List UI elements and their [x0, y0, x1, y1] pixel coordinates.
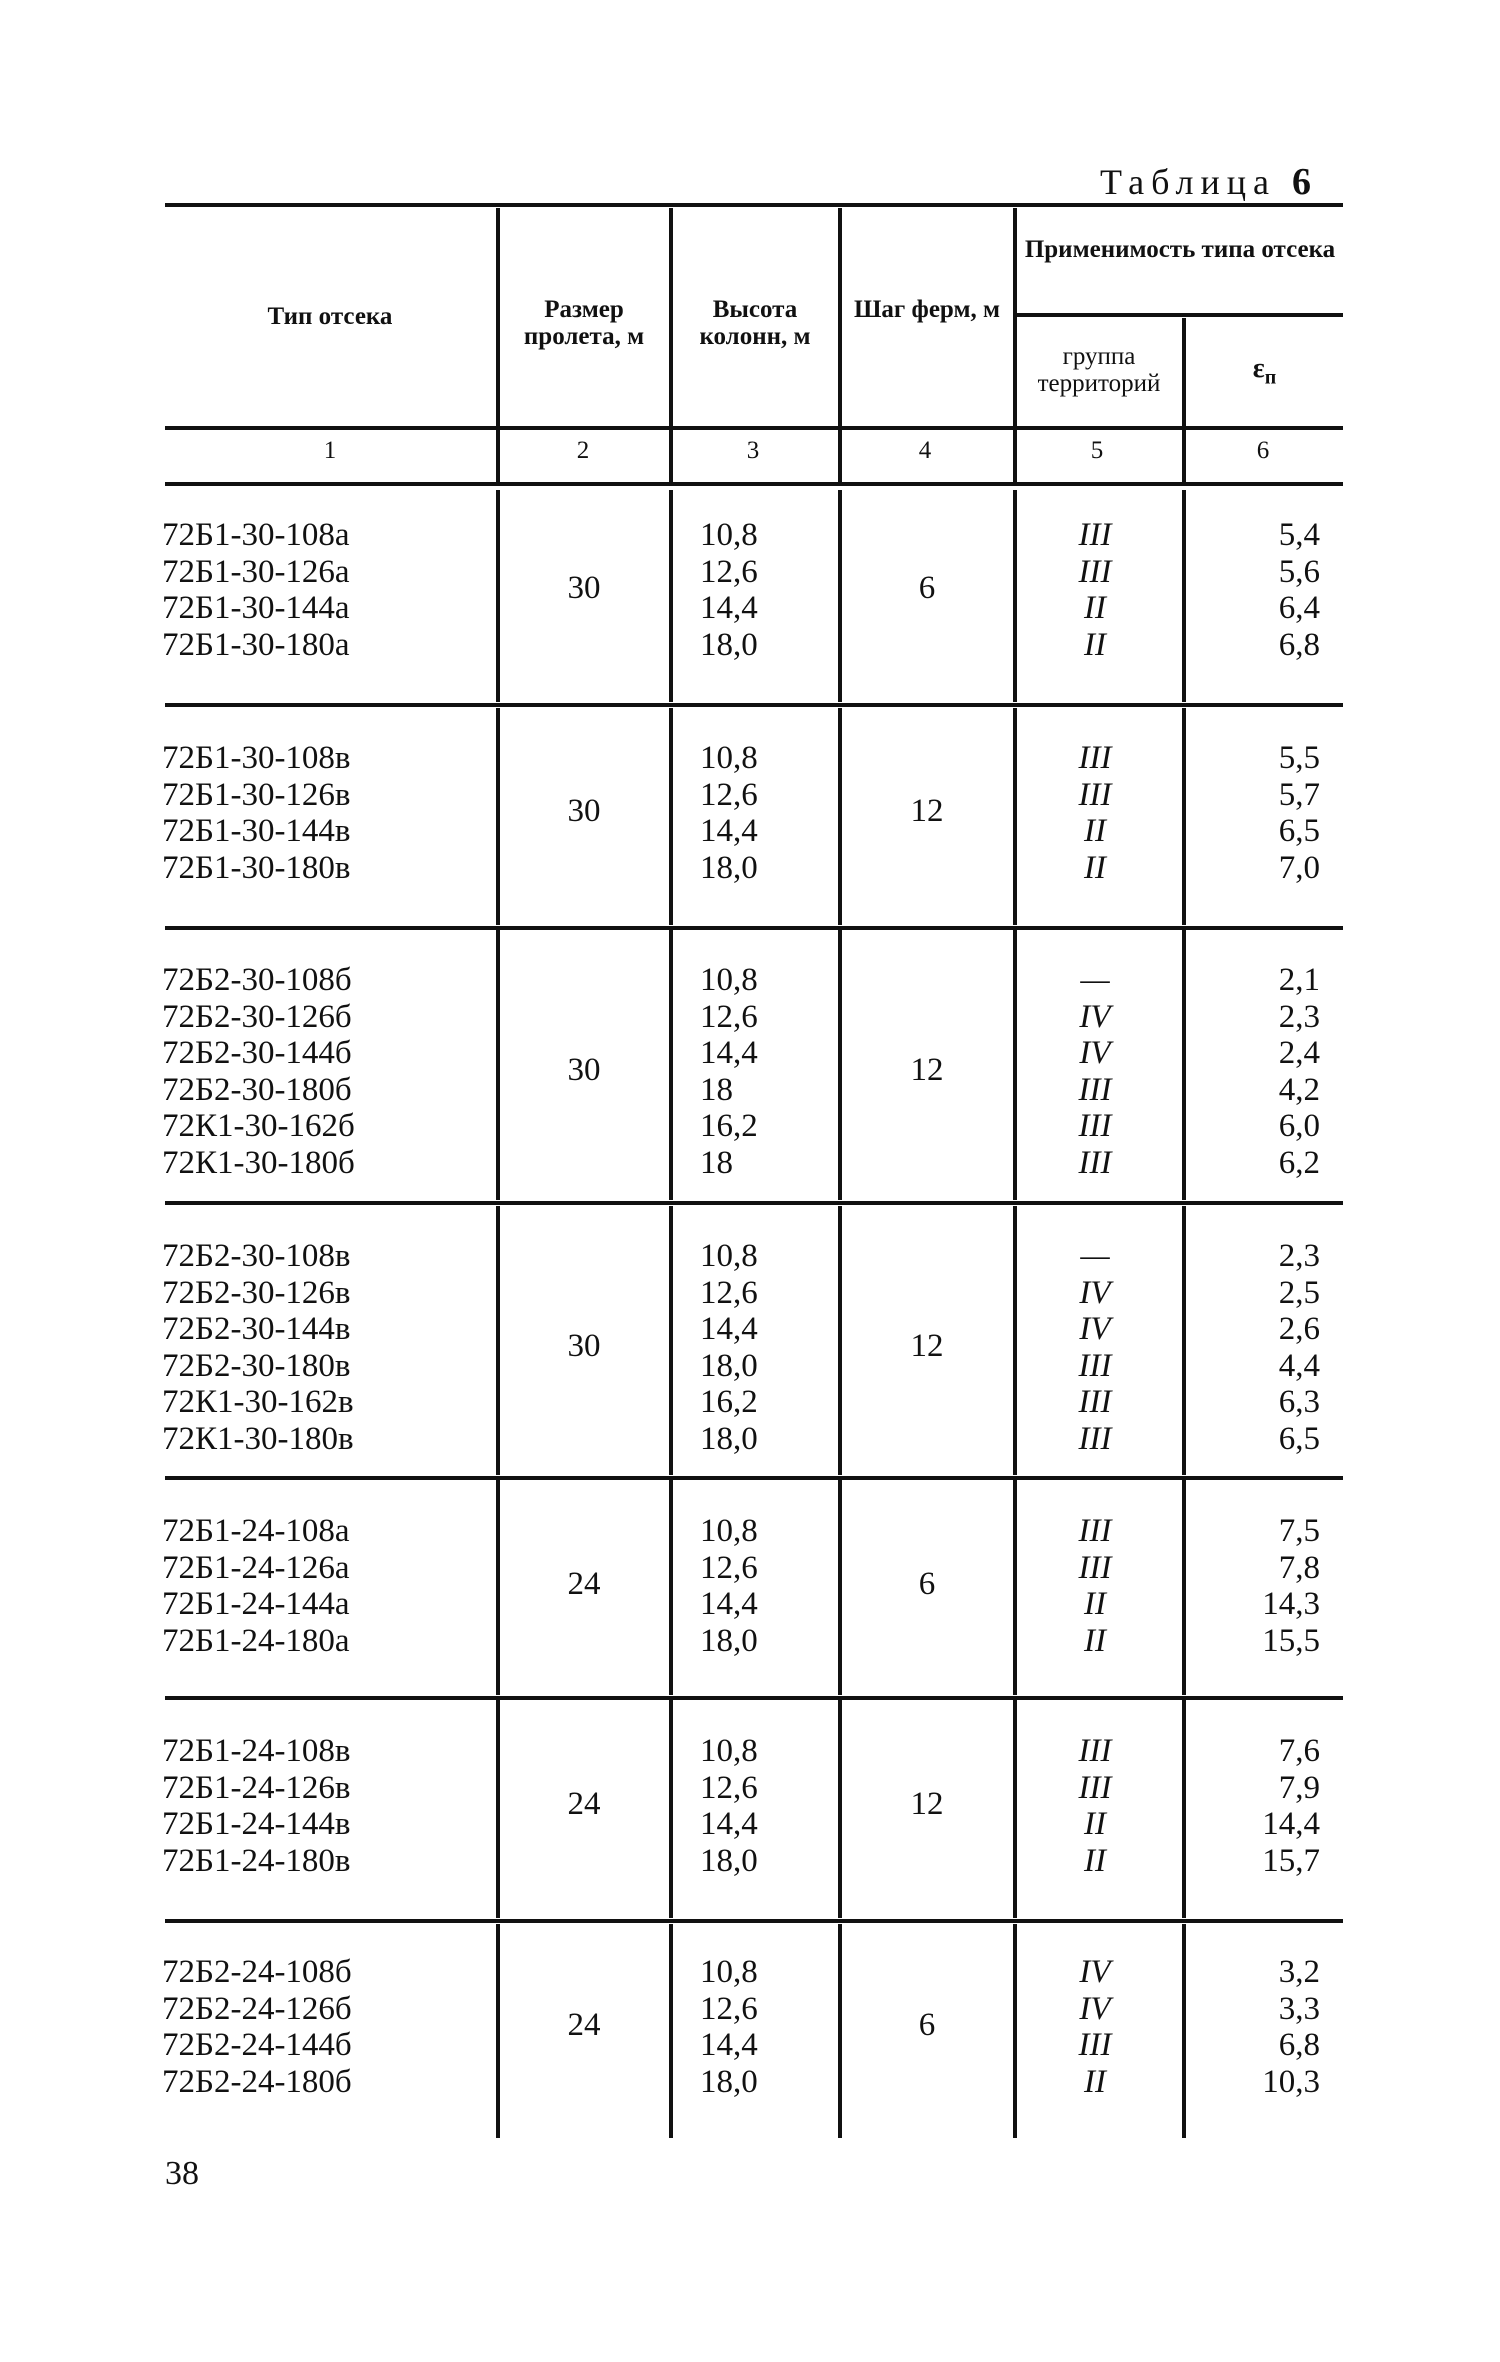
cell-type: 72Б2-30-180б [162, 1071, 352, 1108]
cell-step: 12 [910, 1786, 944, 1822]
col-number-divider [496, 430, 500, 482]
cell-type: 72Б1-30-108а [162, 517, 350, 553]
cell-span: 30 [567, 793, 601, 829]
cell-group-column [1040, 962, 1150, 1181]
col-number-divider [669, 430, 673, 482]
cell-height-column [700, 962, 820, 1181]
cell-eps: 2,4 [1278, 1035, 1320, 1071]
cell-height: 10,8 [700, 740, 758, 776]
cell-eps-column [1200, 740, 1320, 886]
cell-group: — [1080, 962, 1110, 998]
cell-eps-column [1200, 1513, 1320, 1659]
cell-type: 72Б1-24-180в [162, 1842, 351, 1879]
cell-eps: 2,5 [1278, 1274, 1320, 1311]
cell-eps-column [1200, 1238, 1320, 1457]
cell-group-column [1040, 1238, 1150, 1457]
cell-type: 72Б1-24-180а [162, 1622, 350, 1659]
col-number-divider [1182, 430, 1186, 482]
cell-type-column [162, 517, 402, 663]
column-number: 5 [1090, 437, 1104, 464]
cell-step: 6 [918, 570, 936, 606]
cell-group: II [1084, 1806, 1106, 1842]
cell-height: 18,0 [700, 1420, 758, 1457]
cell-group: III [1078, 1733, 1112, 1769]
cell-eps: 15,5 [1262, 1622, 1320, 1659]
cell-height: 12,6 [700, 1549, 758, 1586]
cell-type: 72Б1-24-108в [162, 1733, 351, 1769]
column-divider [669, 1206, 673, 1475]
cell-height: 14,4 [700, 1586, 758, 1622]
cell-group: IV [1079, 1954, 1111, 1990]
cell-span: 30 [567, 570, 601, 606]
cell-eps: 5,6 [1278, 553, 1320, 590]
cell-eps: 2,6 [1278, 1311, 1320, 1347]
column-number: 6 [1256, 437, 1270, 464]
col-number-divider [838, 430, 842, 482]
cell-eps: 6,4 [1278, 590, 1320, 626]
cell-group: IV [1079, 1274, 1111, 1311]
cell-height: 12,6 [700, 1274, 758, 1311]
cell-eps: 14,4 [1262, 1806, 1320, 1842]
header-group: группа территорий [1037, 343, 1161, 397]
cell-span: 24 [567, 1786, 601, 1822]
cell-group: III [1078, 553, 1112, 590]
cell-span: 30 [567, 1327, 601, 1364]
cell-eps: 7,8 [1278, 1549, 1320, 1586]
column-divider [669, 708, 673, 925]
cell-height: 16,2 [700, 1384, 758, 1420]
cell-type: 72Б1-24-144в [162, 1806, 351, 1842]
cell-group: III [1078, 1144, 1112, 1181]
cell-group: IV [1079, 1311, 1111, 1347]
cell-height: 14,4 [700, 813, 758, 849]
cell-type: 72Б2-24-180б [162, 2063, 352, 2100]
cell-type-column [162, 740, 402, 886]
header-span: Размер пролета, м [523, 296, 645, 350]
cell-height: 10,8 [700, 1954, 758, 1990]
col-number-divider [1013, 430, 1017, 482]
cell-group: III [1078, 740, 1112, 776]
column-divider [1013, 490, 1017, 702]
cell-type: 72К1-30-180в [162, 1420, 354, 1457]
cell-group: III [1078, 1549, 1112, 1586]
cell-type-column [162, 962, 402, 1181]
cell-type: 72Б1-30-144в [162, 813, 351, 849]
cell-eps: 5,4 [1278, 517, 1320, 553]
table-title-number: 6 [1291, 161, 1311, 203]
cell-type: 72Б2-30-108в [162, 1238, 351, 1274]
cell-step: 6 [918, 1566, 936, 1602]
column-number: 4 [918, 437, 932, 464]
cell-group: III [1078, 1384, 1112, 1420]
cell-type: 72Б2-24-108б [162, 1954, 352, 1990]
cell-type: 72Б2-30-180в [162, 1347, 351, 1384]
cell-type: 72К1-30-180б [162, 1144, 355, 1181]
cell-eps: 6,8 [1278, 2027, 1320, 2063]
group-separator [165, 1919, 1343, 1923]
header-eps-subscript: п [1264, 366, 1277, 389]
header-top-rule [165, 203, 1343, 207]
cell-eps: 7,5 [1278, 1513, 1320, 1549]
column-divider [669, 1480, 673, 1695]
cell-height-column [700, 1513, 820, 1659]
column-divider [1182, 1924, 1186, 2138]
cell-eps: 3,2 [1278, 1954, 1320, 1990]
cell-eps: 7,6 [1278, 1733, 1320, 1769]
cell-height: 10,8 [700, 1513, 758, 1549]
column-divider [669, 930, 673, 1200]
cell-eps: 15,7 [1262, 1842, 1320, 1879]
cell-height-column [700, 740, 820, 886]
column-divider [1013, 930, 1017, 1200]
cell-eps: 6,0 [1278, 1108, 1320, 1144]
cell-group: — [1080, 1238, 1110, 1274]
column-divider [1182, 490, 1186, 702]
cell-height: 12,6 [700, 553, 758, 590]
cell-eps: 2,3 [1278, 998, 1320, 1035]
header-eps [1186, 355, 1343, 392]
column-divider [1013, 1924, 1017, 2138]
cell-height: 12,6 [700, 776, 758, 813]
page-number: 38 [165, 2155, 199, 2192]
cell-step: 6 [918, 2007, 936, 2043]
header-applicability: Применимость типа отсека [1024, 236, 1336, 263]
cell-group: III [1078, 517, 1112, 553]
column-divider [1182, 1480, 1186, 1695]
cell-group: II [1084, 1586, 1106, 1622]
cell-type-column [162, 1954, 402, 2100]
column-divider [669, 1924, 673, 2138]
cell-height: 14,4 [700, 1035, 758, 1071]
cell-group: III [1078, 1769, 1112, 1806]
cell-height: 18,0 [700, 1347, 758, 1384]
cell-group: II [1084, 1842, 1106, 1879]
header-bottom-rule [165, 426, 1343, 430]
cell-eps: 4,4 [1278, 1347, 1320, 1384]
cell-height-column [700, 1733, 820, 1879]
cell-group: II [1084, 626, 1106, 663]
cell-height: 10,8 [700, 962, 758, 998]
cell-height: 18,0 [700, 2063, 758, 2100]
column-divider [1182, 1700, 1186, 1918]
cell-type: 72Б2-30-126в [162, 1274, 351, 1311]
cell-type: 72Б1-30-126в [162, 776, 351, 813]
cell-eps: 5,7 [1278, 776, 1320, 813]
cell-eps: 4,2 [1278, 1071, 1320, 1108]
cell-eps: 6,5 [1278, 813, 1320, 849]
header-eps-symbol: ε [1252, 353, 1265, 384]
cell-eps: 7,0 [1278, 849, 1320, 886]
cell-type: 72Б1-30-108в [162, 740, 351, 776]
cell-group: II [1084, 813, 1106, 849]
cell-group: III [1078, 1420, 1112, 1457]
cell-height: 18,0 [700, 626, 758, 663]
cell-height: 10,8 [700, 517, 758, 553]
cell-type: 72Б1-24-126в [162, 1769, 351, 1806]
cell-type: 72Б2-30-144б [162, 1035, 352, 1071]
cell-type: 72Б1-24-144а [162, 1586, 350, 1622]
cell-type: 72Б1-30-180а [162, 626, 350, 663]
cell-height: 12,6 [700, 1990, 758, 2027]
header-height: Высота колонн, м [699, 296, 811, 350]
cell-eps-column [1200, 962, 1320, 1181]
cell-height: 18,0 [700, 1622, 758, 1659]
cell-height: 14,4 [700, 590, 758, 626]
column-divider [1182, 708, 1186, 925]
column-number: 2 [576, 437, 590, 464]
cell-height: 18,0 [700, 849, 758, 886]
cell-group: II [1084, 590, 1106, 626]
cell-type-column [162, 1238, 402, 1457]
cell-group-column [1040, 517, 1150, 663]
cell-group: IV [1079, 1990, 1111, 2027]
cell-height: 14,4 [700, 1806, 758, 1842]
column-divider [669, 490, 673, 702]
cell-group: III [1078, 1347, 1112, 1384]
cell-group: IV [1079, 1035, 1111, 1071]
cell-height: 18,0 [700, 1842, 758, 1879]
group-separator [165, 926, 1343, 930]
cell-height: 18 [700, 1071, 733, 1108]
cell-type: 72Б2-24-126б [162, 1990, 352, 2027]
column-number: 3 [746, 437, 760, 464]
cell-span: 24 [567, 2007, 601, 2043]
group-separator [165, 703, 1343, 707]
header-sub-rule [1015, 313, 1343, 317]
cell-eps: 6,5 [1278, 1420, 1320, 1457]
cell-group: II [1084, 2063, 1106, 2100]
cell-type: 72Б2-24-144б [162, 2027, 352, 2063]
column-divider [1013, 1480, 1017, 1695]
cell-type: 72Б2-30-108б [162, 962, 352, 998]
cell-step: 12 [910, 1051, 944, 1088]
group-separator [165, 1476, 1343, 1480]
cell-step: 12 [910, 1327, 944, 1364]
cell-type-column [162, 1513, 402, 1659]
cell-type: 72Б1-30-180в [162, 849, 351, 886]
cell-height: 14,4 [700, 2027, 758, 2063]
cell-type: 72К1-30-162б [162, 1108, 355, 1144]
cell-height: 10,8 [700, 1733, 758, 1769]
cell-span: 24 [567, 1566, 601, 1602]
cell-eps: 6,2 [1278, 1144, 1320, 1181]
cell-height: 12,6 [700, 1769, 758, 1806]
cell-height: 16,2 [700, 1108, 758, 1144]
cell-group: III [1078, 776, 1112, 813]
group-separator [165, 1201, 1343, 1205]
cell-height-column [700, 1238, 820, 1457]
cell-group: II [1084, 1622, 1106, 1659]
group-separator [165, 1696, 1343, 1700]
cell-eps: 6,3 [1278, 1384, 1320, 1420]
cell-group: III [1078, 2027, 1112, 2063]
header-type: Тип отсека [267, 303, 393, 330]
col-numbers-rule [165, 482, 1343, 486]
cell-eps: 14,3 [1262, 1586, 1320, 1622]
cell-eps: 7,9 [1278, 1769, 1320, 1806]
cell-group-column [1040, 1733, 1150, 1879]
cell-height-column [700, 1954, 820, 2100]
cell-step: 12 [910, 793, 944, 829]
cell-eps: 2,3 [1278, 1238, 1320, 1274]
cell-eps: 3,3 [1278, 1990, 1320, 2027]
cell-eps-column [1200, 517, 1320, 663]
cell-type: 72Б2-30-126б [162, 998, 352, 1035]
cell-type: 72Б1-30-126а [162, 553, 350, 590]
cell-type: 72Б1-24-126а [162, 1549, 350, 1586]
column-divider [1013, 1206, 1017, 1475]
cell-eps-column [1200, 1733, 1320, 1879]
table-title-prefix: Таблица [1100, 162, 1276, 202]
cell-height: 12,6 [700, 998, 758, 1035]
cell-group: IV [1079, 998, 1111, 1035]
column-divider [1013, 1700, 1017, 1918]
cell-type-column [162, 1733, 402, 1879]
cell-type: 72Б2-30-144в [162, 1311, 351, 1347]
table-title [1100, 160, 1311, 204]
cell-group-column [1040, 1513, 1150, 1659]
column-divider [1013, 708, 1017, 925]
cell-eps: 5,5 [1278, 740, 1320, 776]
cell-eps: 10,3 [1262, 2063, 1320, 2100]
cell-height: 10,8 [700, 1238, 758, 1274]
cell-group: III [1078, 1071, 1112, 1108]
cell-type: 72Б1-24-108а [162, 1513, 350, 1549]
cell-span: 30 [567, 1051, 601, 1088]
cell-group: II [1084, 849, 1106, 886]
column-divider [1182, 930, 1186, 1200]
column-number: 1 [323, 437, 337, 464]
cell-group: III [1078, 1108, 1112, 1144]
column-divider [1182, 1206, 1186, 1475]
cell-eps: 6,8 [1278, 626, 1320, 663]
cell-height-column [700, 517, 820, 663]
cell-group-column [1040, 740, 1150, 886]
cell-group-column [1040, 1954, 1150, 2100]
cell-height: 14,4 [700, 1311, 758, 1347]
cell-type: 72Б1-30-144а [162, 590, 350, 626]
header-step: Шаг ферм, м [853, 296, 1001, 323]
cell-group: III [1078, 1513, 1112, 1549]
cell-eps-column [1200, 1954, 1320, 2100]
cell-height: 18 [700, 1144, 733, 1181]
cell-eps: 2,1 [1278, 962, 1320, 998]
cell-type: 72К1-30-162в [162, 1384, 354, 1420]
column-divider [669, 1700, 673, 1918]
